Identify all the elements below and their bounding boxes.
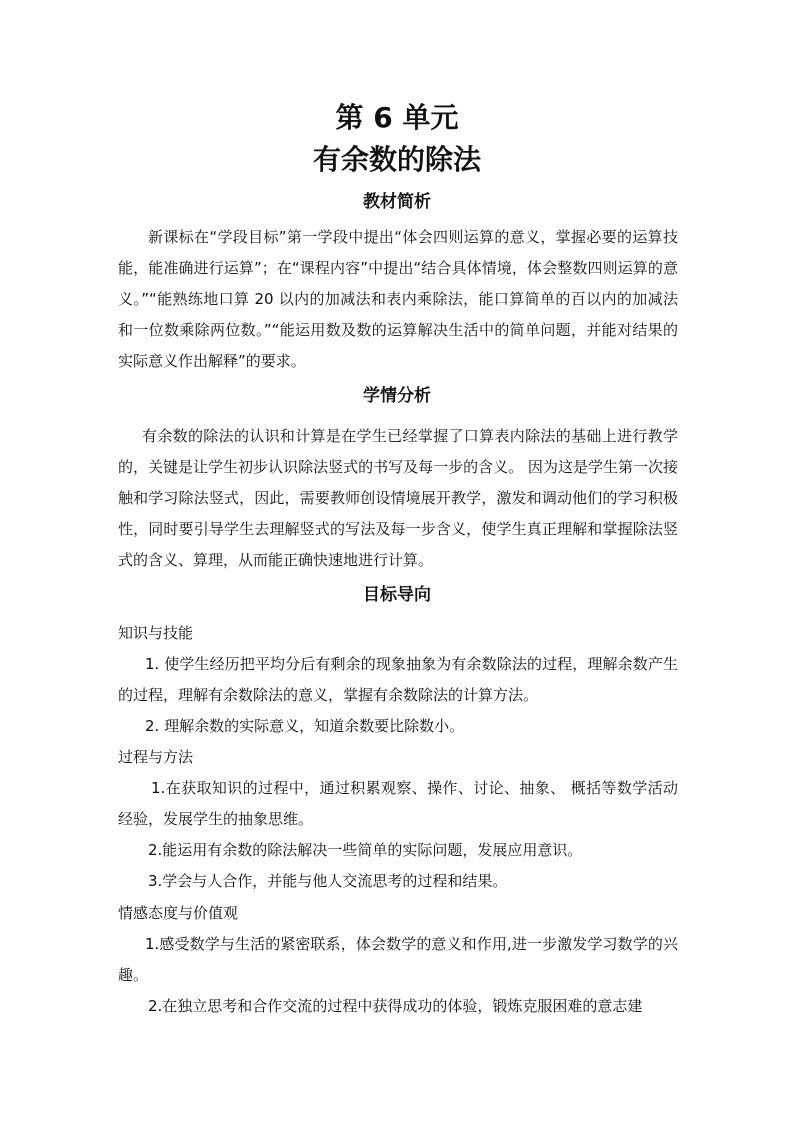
heading-student-analysis: 学情分析 [363,386,431,406]
subheading-attitude-values: 情感态度与价值观 [118,904,239,922]
paragraph-student-analysis: 有余数的除法的认识和计算是在学生已经掌握了口算表内除法的基础上进行教学的，关键是让学生初步认识除法竖式的书写及每一步的含义。 因为这是学生第一次接触和学习除法竖式，因此，需要教师创设情境展开教学，激发和调动他们的学习积极性，同时要引导学生去理解竖式的写法及每一步含义，使学生真正理解和掌握除法竖式的含义、算理，从而能正确快速地进行计算。 [118,427,678,569]
heading-goals: 目标导向 [363,585,431,605]
goal-item-process-1: 1.在获取知识的过程中，通过积累观察、操作、讨论、抽象、 概括等数学活动经验，发展学生的抽象思维。 [118,779,678,828]
paragraph-textbook-analysis: 新课标在“学段目标”第一学段中提出“体会四则运算的意义，掌握必要的运算技能，能准确进行运算”；在“课程内容”中提出“结合具体情境，体会整数四则运算的意义。”“能熟练地口算 20 以内的加减法和表内乘除法，能口算简单的百以内的加减法和一位数乘除两位数。”“能运用数及数的运算解决生活中的简单问题，并能对结果的实际意义作出解释”的要求。 [118,228,678,370]
goal-item-attitude-2: 2.在独立思考和合作交流的过程中获得成功的体验，锻炼克服困难的意志建 [148,997,643,1015]
goal-item-process-2: 2.能运用有余数的除法解决一些简单的实际问题，发展应用意识。 [148,841,583,859]
goal-item-process-3: 3.学会与人合作，并能与他人交流思考的过程和结果。 [148,872,508,890]
heading-textbook-analysis: 教材简析 [363,192,431,212]
goal-item-knowledge-2: 2. 理解余数的实际意义，知道余数要比除数小。 [145,717,465,735]
unit-number-title: 第 6 单元 [335,101,459,134]
subheading-process-methods: 过程与方法 [118,748,194,766]
unit-name-title: 有余数的除法 [312,143,481,176]
goal-item-attitude-1: 1.感受数学与生活的紧密联系，体会数学的意义和作用,进一步激发学习数学的兴趣。 [118,935,678,984]
goal-item-knowledge-1: 1. 使学生经历把平均分后有剩余的现象抽象为有余数除法的过程，理解余数产生的过程，理解有余数除法的意义，掌握有余数除法的计算方法。 [118,655,678,704]
subheading-knowledge-skills: 知识与技能 [118,624,194,642]
